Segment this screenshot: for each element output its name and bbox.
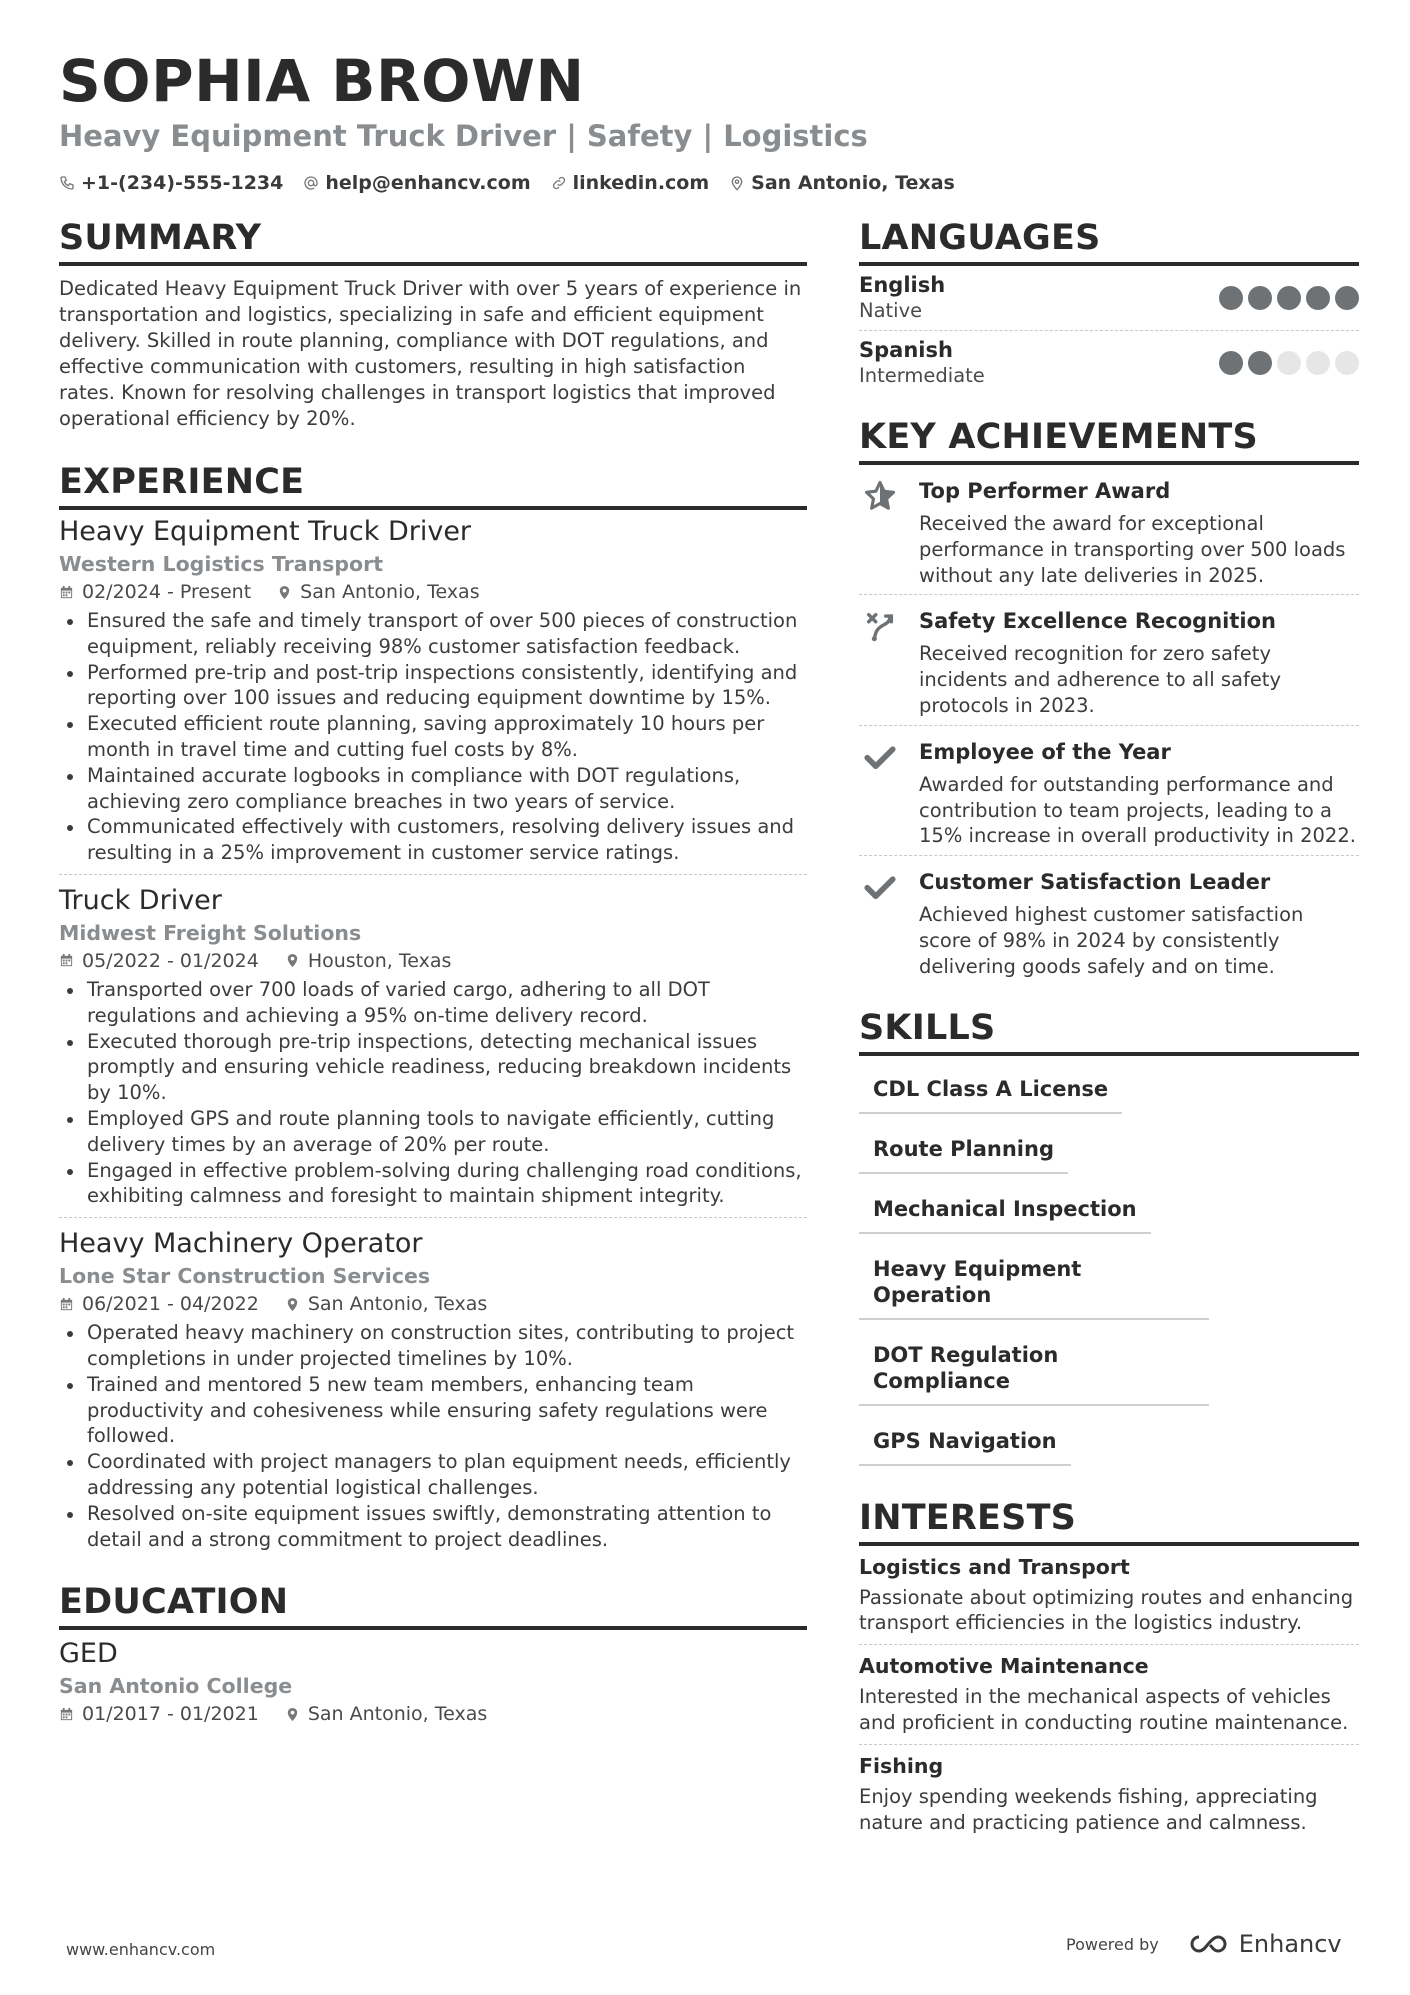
job-bullet: Operated heavy machinery on construction sites, contributing to project completions in under projected timelines by 10%.	[59, 1320, 807, 1372]
job-bullet: Trained and mentored 5 new team members, enhancing team productivity and cohesiveness while ensuring safety regulations were followed.	[59, 1372, 807, 1449]
left-column	[59, 216, 807, 1748]
job-company: Lone Star Construction Services	[59, 1264, 431, 1289]
job-dates	[59, 947, 259, 975]
languages-section	[859, 216, 1359, 395]
language-item	[859, 266, 1359, 331]
education-dates	[59, 1700, 259, 1728]
achievement-title: Employee of the Year	[919, 739, 1171, 764]
job-bullet: Employed GPS and route planning tools to navigate efficiently, cutting delivery times by an average of 20% per route.	[59, 1106, 807, 1158]
location-text: San Antonio, Texas	[751, 172, 955, 194]
check-icon	[863, 740, 897, 774]
rating-dot-filled	[1219, 351, 1243, 375]
summary-text: Dedicated Heavy Equipment Truck Driver with over 5 years of experience in transportation and logistics, specializing in safe and efficient equipment delivery. Skilled in route planning, compliance with DOT regulations, and effective communication with customers, resulting in high satisfaction rates. Known for resolving challenges in transport logistics that improved operational efficiency by 20%.	[59, 277, 802, 430]
language-name: English	[859, 273, 946, 297]
contact-email[interactable]	[303, 172, 530, 194]
right-column	[859, 216, 1359, 1863]
contact-location	[729, 172, 955, 194]
rating-dot-filled	[1335, 286, 1359, 310]
job-meta	[59, 947, 807, 975]
job-company: Western Logistics Transport	[59, 552, 384, 576]
job-bullet: Coordinated with project managers to plan equipment needs, efficiently addressing any potential logistical challenges.	[59, 1449, 807, 1501]
job-dates-text: 02/2024 - Present	[82, 581, 252, 603]
education-school: San Antonio College	[59, 1674, 293, 1699]
job-role: Truck Driver	[59, 884, 222, 916]
job-bullet: Communicated effectively with customers, resolving delivery issues and resulting in a 25% improvement in customer service ratings.	[59, 814, 807, 866]
job-entry	[59, 883, 807, 1218]
calendar-icon	[59, 585, 74, 600]
skills-section	[859, 1006, 1359, 1476]
interest-item	[859, 1546, 1359, 1646]
interests-section	[859, 1496, 1359, 1844]
job-role: Heavy Machinery Operator	[59, 1228, 423, 1260]
brand-logo[interactable]	[1185, 1930, 1342, 1958]
job-location	[285, 947, 452, 975]
interest-item	[859, 1645, 1359, 1745]
skill-tag: DOT Regulation Compliance	[859, 1330, 1209, 1406]
job-bullet: Maintained accurate logbooks in compliance with DOT regulations, achieving zero compliance breaches in two years of service.	[59, 763, 807, 815]
achievements-heading: KEY ACHIEVEMENTS	[859, 415, 1359, 465]
enhancv-logo-icon	[1185, 1931, 1231, 1957]
achievement-title: Top Performer Award	[919, 479, 1171, 503]
contact-bar	[59, 170, 955, 196]
achievement-item	[859, 726, 1359, 856]
footer-website[interactable]: www.enhancv.com	[66, 1940, 216, 1959]
skill-tag: Heavy Equipment Operation	[859, 1244, 1209, 1320]
job-bullets	[59, 608, 807, 866]
candidate-title: Heavy Equipment Truck Driver | Safety | Logistics	[59, 119, 868, 153]
rating-dot-filled	[1306, 286, 1330, 310]
achievement-desc: Received recognition for zero safety incidents and adherence to all safety protocols in 2023.	[919, 642, 1281, 717]
education-degree: GED	[59, 1638, 118, 1670]
calendar-icon	[59, 1707, 74, 1722]
email-text: help@enhancv.com	[325, 172, 531, 194]
job-bullet: Resolved on-site equipment issues swiftly, demonstrating attention to detail and a strong commitment to project deadlines.	[59, 1501, 807, 1553]
achievement-item	[859, 595, 1359, 725]
rating-dot-filled	[1248, 286, 1272, 310]
brand-name: Enhancv	[1238, 1930, 1342, 1958]
job-location-text: San Antonio, Texas	[307, 1293, 488, 1316]
interest-desc: Passionate about optimizing routes and enhancing transport efficiencies in the logistics industry.	[859, 1585, 1354, 1635]
check-icon	[863, 870, 897, 904]
languages-heading: LANGUAGES	[859, 216, 1359, 266]
language-level: Intermediate	[859, 364, 985, 387]
calendar-icon	[59, 1297, 74, 1312]
education-heading: EDUCATION	[59, 1580, 807, 1630]
phone-icon	[59, 175, 75, 191]
job-company: Midwest Freight Solutions	[59, 920, 362, 945]
job-entry	[59, 1226, 807, 1560]
job-location-text: Houston, Texas	[307, 949, 452, 972]
job-location	[285, 1290, 487, 1318]
education-dates-text: 01/2017 - 01/2021	[82, 1703, 259, 1726]
interest-desc: Interested in the mechanical aspects of vehicles and proficient in conducting routine maintenance.	[859, 1685, 1349, 1734]
job-location	[277, 578, 479, 606]
achievement-title: Customer Satisfaction Leader	[919, 870, 1271, 895]
skill-tag: GPS Navigation	[859, 1416, 1071, 1466]
contact-phone[interactable]	[59, 172, 283, 194]
job-meta	[59, 1290, 807, 1318]
achievement-desc: Achieved highest customer satisfaction score of 98% in 2024 by consistently delivering goods safely and on time.	[919, 903, 1304, 978]
interest-title: Fishing	[859, 1753, 944, 1778]
language-rating	[1219, 286, 1359, 310]
interest-desc: Enjoy spending weekends fishing, appreciating nature and practicing patience and calmness.	[859, 1784, 1318, 1834]
location-pin-icon	[277, 585, 292, 600]
linkedin-text: linkedin.com	[572, 172, 710, 194]
job-meta	[59, 578, 807, 606]
achievement-item	[859, 465, 1359, 595]
job-bullets	[59, 977, 807, 1209]
education-location-text: San Antonio, Texas	[307, 1703, 488, 1726]
skill-tag: Mechanical Inspection	[859, 1184, 1151, 1234]
powered-by-label: Powered by	[1066, 1934, 1159, 1954]
achievements-section	[859, 415, 1359, 986]
star-icon	[863, 479, 897, 513]
link-icon	[551, 175, 567, 191]
candidate-name: SOPHIA BROWN	[59, 47, 585, 115]
route-icon	[863, 609, 897, 643]
job-bullet: Ensured the safe and timely transport of over 500 pieces of construction equipment, reliably receiving 98% customer satisfaction feedback.	[59, 608, 807, 660]
achievement-desc: Awarded for outstanding performance and contribution to team projects, leading to a 15% increase in overall productivity in 2022.	[919, 772, 1356, 848]
at-icon	[303, 175, 319, 191]
interest-title: Automotive Maintenance	[859, 1654, 1149, 1679]
skills-list	[859, 1064, 1359, 1476]
location-pin-icon	[729, 175, 745, 191]
achievement-item	[859, 856, 1359, 985]
summary-heading: SUMMARY	[59, 216, 807, 266]
job-bullet: Executed thorough pre-trip inspections, detecting mechanical issues promptly and ensuring vehicle readiness, reducing breakdown incidents by 10%.	[59, 1029, 807, 1106]
location-pin-icon	[285, 1297, 300, 1312]
interests-heading: INTERESTS	[859, 1496, 1359, 1546]
job-bullet: Transported over 700 loads of varied cargo, adhering to all DOT regulations and achieving a 95% on-time delivery record.	[59, 977, 807, 1029]
skill-tag: Route Planning	[859, 1124, 1068, 1174]
rating-dot-filled	[1219, 286, 1243, 310]
interest-item	[859, 1745, 1359, 1844]
contact-linkedin[interactable]	[551, 172, 710, 194]
job-bullets	[59, 1320, 807, 1552]
language-level: Native	[859, 299, 923, 322]
education-meta	[59, 1700, 807, 1728]
rating-dot-filled	[1277, 286, 1301, 310]
job-bullet: Executed efficient route planning, saving approximately 10 hours per month in travel time and cutting fuel costs by 8%.	[59, 711, 807, 763]
experience-heading: EXPERIENCE	[59, 460, 807, 510]
education-section	[59, 1580, 807, 1728]
rating-dot-empty	[1306, 351, 1330, 375]
rating-dot-empty	[1277, 351, 1301, 375]
education-location	[285, 1700, 487, 1728]
summary-section	[59, 216, 807, 432]
job-role: Heavy Equipment Truck Driver	[59, 516, 472, 547]
achievement-desc: Received the award for exceptional performance in transporting over 500 loads without any late deliveries in 2025.	[919, 512, 1346, 587]
job-location-text: San Antonio, Texas	[300, 581, 480, 603]
location-pin-icon	[285, 1707, 300, 1722]
language-rating	[1219, 351, 1359, 375]
interest-title: Logistics and Transport	[859, 1554, 1130, 1579]
experience-section	[59, 460, 807, 1560]
location-pin-icon	[285, 953, 300, 968]
rating-dot-empty	[1335, 351, 1359, 375]
rating-dot-filled	[1248, 351, 1272, 375]
job-entry	[59, 514, 807, 875]
skills-heading: SKILLS	[859, 1006, 1359, 1056]
job-dates-text: 05/2022 - 01/2024	[82, 949, 259, 972]
skill-tag: CDL Class A License	[859, 1064, 1122, 1114]
job-dates-text: 06/2021 - 04/2022	[82, 1293, 259, 1316]
phone-text: +1-(234)-555-1234	[81, 172, 284, 194]
language-item	[859, 331, 1359, 395]
job-dates	[59, 578, 251, 606]
achievement-title: Safety Excellence Recognition	[919, 609, 1276, 634]
job-bullet: Performed pre-trip and post-trip inspections consistently, identifying and reporting over 100 issues and reducing equipment downtime by 15%.	[59, 660, 807, 712]
language-name: Spanish	[859, 338, 953, 362]
job-bullet: Engaged in effective problem-solving during challenging road conditions, exhibiting calmness and foresight to maintain shipment integrity.	[59, 1158, 807, 1210]
footer-branding	[1066, 1930, 1342, 1958]
job-dates	[59, 1290, 259, 1318]
calendar-icon	[59, 953, 74, 968]
